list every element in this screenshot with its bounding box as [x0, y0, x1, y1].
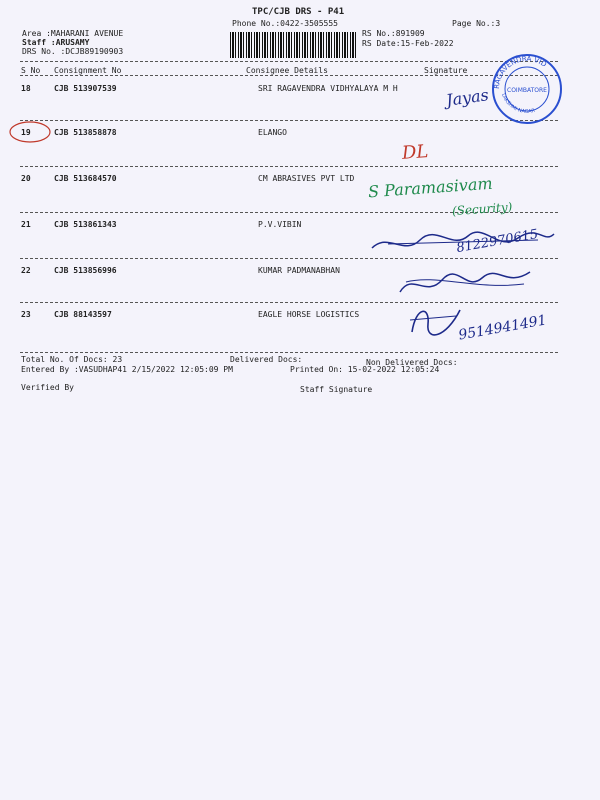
row-consignment: CJB 513907539	[54, 84, 117, 93]
entered-by: Entered By :VASUDHAP41 2/15/2022 12:05:09 PM	[21, 365, 233, 374]
row-consignee: P.V.VIBIN	[258, 220, 302, 229]
row-sno: 22	[21, 266, 31, 275]
area-label: Area :MAHARANI AVENUE	[22, 29, 124, 38]
rs-date: RS Date:15-Feb-2022	[362, 39, 454, 48]
stamp-top-text: RAGAVENDRA VID	[492, 54, 548, 90]
column-divider	[20, 75, 558, 76]
column-consignment: Consignment No	[54, 66, 122, 75]
verified-by: Verified By	[21, 383, 74, 392]
row-consignment: CJB 513861343	[54, 220, 117, 229]
row-sno: 18	[21, 84, 31, 93]
row-sno: 20	[21, 174, 31, 183]
non-delivered-docs: Non Delivered Docs:	[366, 358, 458, 367]
column-sno: S No	[21, 66, 41, 75]
svg-text:RAGAVENDRA VID	[493, 55, 548, 89]
phone-number-handwritten-1: 8122970615	[455, 226, 540, 257]
printed-on: Printed On: 15-02-2022 12:05:24	[290, 365, 440, 374]
row-consignee: KUMAR PADMANABHAN	[258, 266, 340, 275]
red-circle-mark	[6, 118, 56, 148]
signature-row-20: S Paramasivam	[367, 173, 494, 202]
staff-signature-label: Staff Signature	[300, 385, 373, 394]
row-consignment: CJB 513858878	[54, 128, 117, 137]
page-number: Page No.:3	[452, 19, 501, 28]
column-consignee: Consignee Details	[246, 66, 328, 75]
row-consignee: EAGLE HORSE LOGISTICS	[258, 310, 360, 319]
delivered-docs: Delivered Docs:	[230, 355, 303, 364]
column-signature: Signature	[424, 66, 468, 75]
stamp-mid-text: COIMBATORE	[507, 87, 547, 94]
svg-text:LAKSHMI NAGAR	[500, 93, 536, 115]
signature-row-18: Jayas	[444, 85, 490, 110]
header-divider	[20, 61, 558, 62]
row-consignment: CJB 513684570	[54, 174, 117, 183]
company-stamp	[490, 52, 564, 126]
rs-number: RS No.:891909	[362, 29, 425, 38]
stamp-bottom-text: LAKSHMI NAGAR	[500, 92, 536, 115]
row-divider	[20, 120, 558, 121]
row-divider	[20, 302, 558, 303]
signature-row-20-note: (Security)	[451, 199, 513, 219]
total-docs: Total No. Of Docs: 23	[21, 355, 123, 364]
row-sno: 23	[21, 310, 31, 319]
signature-scribble-row-23	[406, 302, 466, 342]
document-title: TPC/CJB DRS - P41	[252, 7, 345, 17]
row-consignee: CM ABRASIVES PVT LTD	[258, 174, 355, 183]
row-sno: 19	[21, 128, 31, 137]
row-consignee: SRI RAGAVENDRA VIDHYALAYA M H	[258, 84, 398, 93]
table-bottom-divider	[20, 352, 558, 353]
phone-number-handwritten-2: 9514941491	[457, 312, 548, 344]
drs-number: DRS No. :DCJB89190903	[22, 47, 124, 56]
row-divider	[20, 166, 558, 167]
row-consignee: ELANGO	[258, 128, 287, 137]
row-sno: 21	[21, 220, 31, 229]
row-divider	[20, 258, 558, 259]
phone-number: Phone No.:0422-3505555	[232, 19, 338, 28]
staff-label: Staff :ARUSAMY	[22, 38, 90, 47]
row-consignment: CJB 88143597	[54, 310, 112, 319]
dl-mark: DL	[401, 141, 430, 164]
row-consignment: CJB 513856996	[54, 266, 117, 275]
barcode	[230, 32, 357, 58]
signature-scribble-row-22	[396, 262, 536, 302]
